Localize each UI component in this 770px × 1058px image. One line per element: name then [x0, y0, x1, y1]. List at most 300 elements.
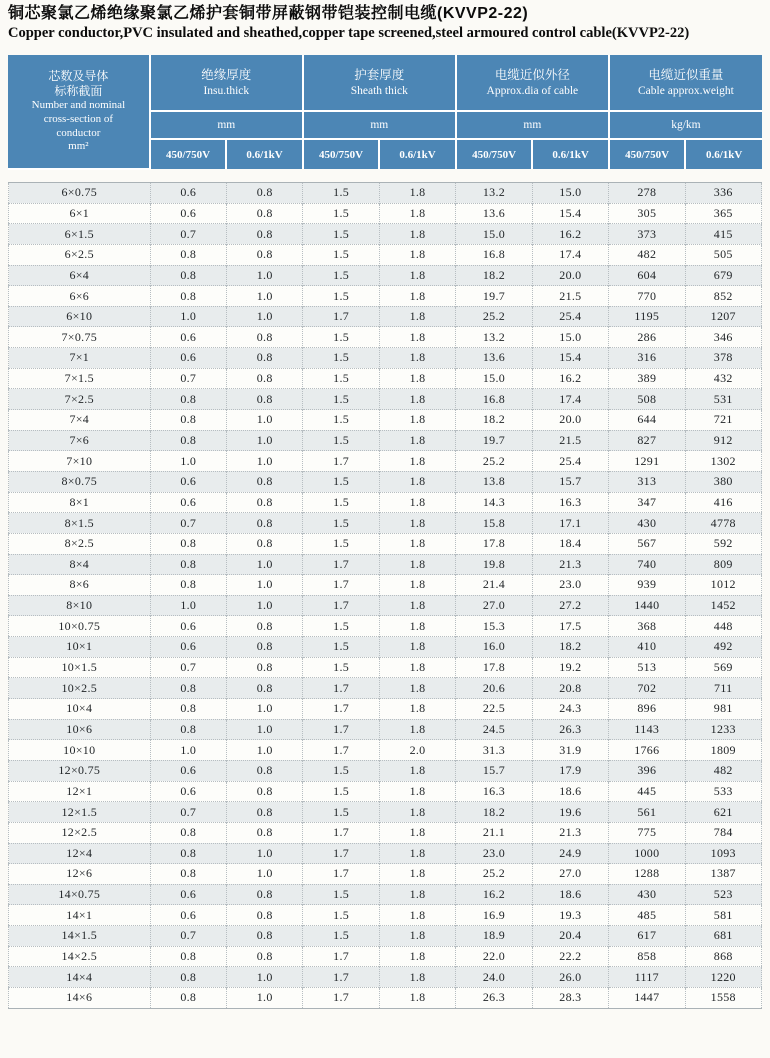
table-row	[9, 905, 762, 926]
value-cell: 604	[609, 265, 685, 286]
value-cell: 561	[609, 802, 685, 823]
header-group-insulation-en: Insu.thick	[203, 84, 250, 97]
value-cell: 1.8	[379, 637, 455, 658]
spec-cell: 8×0.75	[9, 471, 151, 492]
value-cell: 0.6	[150, 327, 226, 348]
value-cell: 415	[685, 224, 761, 245]
table-row	[9, 926, 762, 947]
value-cell: 0.8	[150, 967, 226, 988]
value-cell: 13.2	[456, 327, 532, 348]
value-cell: 1440	[609, 595, 685, 616]
spec-cell: 8×1	[9, 492, 151, 513]
table-row	[9, 987, 762, 1008]
table-row	[9, 265, 762, 286]
header-spec-column	[8, 55, 150, 169]
value-cell: 1.7	[303, 987, 379, 1008]
value-cell: 0.8	[150, 822, 226, 843]
value-cell: 1.8	[379, 533, 455, 554]
table-row	[9, 967, 762, 988]
table-row	[9, 348, 762, 369]
value-cell: 1558	[685, 987, 761, 1008]
value-cell: 20.0	[532, 410, 608, 431]
value-cell: 389	[609, 368, 685, 389]
value-cell: 0.8	[226, 657, 302, 678]
value-cell: 858	[609, 946, 685, 967]
spec-cell: 6×0.75	[9, 183, 151, 204]
value-cell: 17.8	[456, 533, 532, 554]
value-cell: 1.8	[379, 327, 455, 348]
value-cell: 1.5	[303, 616, 379, 637]
value-cell: 15.7	[532, 471, 608, 492]
value-cell: 0.7	[150, 224, 226, 245]
value-cell: 0.8	[226, 368, 302, 389]
spec-cell: 7×6	[9, 430, 151, 451]
table-row	[9, 781, 762, 802]
value-cell: 981	[685, 699, 761, 720]
table-row	[9, 430, 762, 451]
value-cell: 305	[609, 203, 685, 224]
value-cell: 1.8	[379, 864, 455, 885]
spec-cell: 6×4	[9, 265, 151, 286]
value-cell: 16.0	[456, 637, 532, 658]
header-group-sheath-en: Sheath thick	[350, 84, 408, 97]
value-cell: 1.0	[226, 864, 302, 885]
value-cell: 0.7	[150, 657, 226, 678]
value-cell: 21.5	[532, 430, 608, 451]
value-cell: 410	[609, 637, 685, 658]
spec-table	[8, 182, 762, 1009]
value-cell: 1.8	[379, 699, 455, 720]
value-cell: 896	[609, 699, 685, 720]
table-row	[9, 946, 762, 967]
header-group-diameter-en: Approx.dia of cable	[486, 84, 579, 97]
value-cell: 0.6	[150, 203, 226, 224]
value-cell: 784	[685, 822, 761, 843]
value-cell: 22.2	[532, 946, 608, 967]
value-cell: 1.8	[379, 306, 455, 327]
table-row	[9, 286, 762, 307]
spec-cell: 8×4	[9, 554, 151, 575]
value-cell: 0.8	[226, 224, 302, 245]
spec-cell: 7×10	[9, 451, 151, 472]
value-cell: 31.3	[456, 740, 532, 761]
table-row	[9, 389, 762, 410]
value-cell: 21.5	[532, 286, 608, 307]
value-cell: 1.8	[379, 946, 455, 967]
value-cell: 809	[685, 554, 761, 575]
value-cell: 15.0	[532, 327, 608, 348]
value-cell: 373	[609, 224, 685, 245]
value-cell: 18.2	[456, 410, 532, 431]
table-row	[9, 843, 762, 864]
table-row	[9, 554, 762, 575]
table-row	[9, 760, 762, 781]
value-cell: 0.8	[226, 327, 302, 348]
value-cell: 16.8	[456, 244, 532, 265]
value-cell: 1387	[685, 864, 761, 885]
value-cell: 592	[685, 533, 761, 554]
value-cell: 1.0	[226, 286, 302, 307]
value-cell: 19.7	[456, 430, 532, 451]
table-row	[9, 575, 762, 596]
header-spec-zh1: 芯数及导体	[48, 69, 109, 83]
value-cell: 15.0	[532, 183, 608, 204]
value-cell: 1.5	[303, 781, 379, 802]
value-cell: 1.8	[379, 389, 455, 410]
value-cell: 16.3	[532, 492, 608, 513]
value-cell: 368	[609, 616, 685, 637]
value-cell: 513	[609, 657, 685, 678]
value-cell: 21.3	[532, 554, 608, 575]
header-voltage-label: 0.6/1kV	[685, 139, 762, 169]
value-cell: 1.5	[303, 533, 379, 554]
table-row	[9, 533, 762, 554]
header-voltage-label: 450/750V	[303, 139, 380, 169]
value-cell: 1.8	[379, 471, 455, 492]
table-row	[9, 616, 762, 637]
value-cell: 19.8	[456, 554, 532, 575]
value-cell: 1766	[609, 740, 685, 761]
value-cell: 1.0	[226, 595, 302, 616]
value-cell: 20.6	[456, 678, 532, 699]
value-cell: 1.8	[379, 348, 455, 369]
value-cell: 1.5	[303, 410, 379, 431]
value-cell: 1.0	[150, 595, 226, 616]
header-voltage-label: 0.6/1kV	[532, 139, 609, 169]
header-unit-weight: kg/km	[609, 111, 762, 139]
value-cell: 1.8	[379, 286, 455, 307]
value-cell: 1.7	[303, 699, 379, 720]
value-cell: 1.8	[379, 203, 455, 224]
spec-cell: 6×1	[9, 203, 151, 224]
value-cell: 0.8	[150, 678, 226, 699]
value-cell: 868	[685, 946, 761, 967]
value-cell: 0.8	[150, 719, 226, 740]
spec-cell: 10×2.5	[9, 678, 151, 699]
value-cell: 0.8	[150, 987, 226, 1008]
value-cell: 1.7	[303, 822, 379, 843]
header-unit-diameter: mm	[456, 111, 609, 139]
value-cell: 0.8	[226, 678, 302, 699]
header-group-insulation	[150, 55, 303, 111]
spec-cell: 8×10	[9, 595, 151, 616]
value-cell: 1.8	[379, 451, 455, 472]
value-cell: 1000	[609, 843, 685, 864]
table-row	[9, 864, 762, 885]
value-cell: 0.8	[226, 616, 302, 637]
value-cell: 1.8	[379, 905, 455, 926]
value-cell: 396	[609, 760, 685, 781]
value-cell: 448	[685, 616, 761, 637]
value-cell: 644	[609, 410, 685, 431]
value-cell: 1.5	[303, 224, 379, 245]
value-cell: 1.7	[303, 306, 379, 327]
value-cell: 16.2	[532, 368, 608, 389]
value-cell: 18.9	[456, 926, 532, 947]
value-cell: 1233	[685, 719, 761, 740]
value-cell: 531	[685, 389, 761, 410]
value-cell: 912	[685, 430, 761, 451]
value-cell: 346	[685, 327, 761, 348]
value-cell: 18.2	[456, 802, 532, 823]
value-cell: 1.7	[303, 864, 379, 885]
header-group-diameter-zh: 电缆近似外径	[494, 67, 570, 82]
value-cell: 1.0	[150, 740, 226, 761]
value-cell: 0.8	[226, 946, 302, 967]
table-row	[9, 719, 762, 740]
value-cell: 0.8	[226, 637, 302, 658]
value-cell: 0.8	[226, 822, 302, 843]
header-group-weight-en: Cable approx.weight	[638, 84, 734, 97]
spec-cell: 7×1.5	[9, 368, 151, 389]
value-cell: 0.7	[150, 802, 226, 823]
value-cell: 4778	[685, 513, 761, 534]
value-cell: 1.8	[379, 843, 455, 864]
value-cell: 533	[685, 781, 761, 802]
spec-cell: 14×1.5	[9, 926, 151, 947]
value-cell: 22.0	[456, 946, 532, 967]
value-cell: 14.3	[456, 492, 532, 513]
spec-cell: 6×2.5	[9, 244, 151, 265]
spec-cell: 7×2.5	[9, 389, 151, 410]
value-cell: 0.6	[150, 183, 226, 204]
value-cell: 0.6	[150, 348, 226, 369]
table-row	[9, 492, 762, 513]
value-cell: 17.4	[532, 244, 608, 265]
value-cell: 430	[609, 513, 685, 534]
value-cell: 1.7	[303, 740, 379, 761]
value-cell: 1.8	[379, 822, 455, 843]
value-cell: 286	[609, 327, 685, 348]
value-cell: 18.6	[532, 781, 608, 802]
header-voltage-label: 450/750V	[456, 139, 533, 169]
table-row	[9, 244, 762, 265]
value-cell: 1.7	[303, 946, 379, 967]
value-cell: 20.8	[532, 678, 608, 699]
value-cell: 1.0	[226, 719, 302, 740]
value-cell: 23.0	[456, 843, 532, 864]
value-cell: 1291	[609, 451, 685, 472]
value-cell: 0.8	[226, 244, 302, 265]
value-cell: 0.8	[226, 926, 302, 947]
value-cell: 0.8	[150, 864, 226, 885]
value-cell: 523	[685, 884, 761, 905]
value-cell: 25.4	[532, 451, 608, 472]
spec-cell: 12×6	[9, 864, 151, 885]
header-voltage-label: 0.6/1kV	[379, 139, 456, 169]
table-row	[9, 410, 762, 431]
value-cell: 27.0	[532, 864, 608, 885]
value-cell: 1.0	[226, 265, 302, 286]
value-cell: 13.8	[456, 471, 532, 492]
value-cell: 15.4	[532, 203, 608, 224]
value-cell: 0.8	[150, 410, 226, 431]
header-unit-insulation: mm	[150, 111, 303, 139]
value-cell: 567	[609, 533, 685, 554]
spec-cell: 7×4	[9, 410, 151, 431]
value-cell: 1.7	[303, 719, 379, 740]
value-cell: 621	[685, 802, 761, 823]
value-cell: 1.8	[379, 430, 455, 451]
value-cell: 1302	[685, 451, 761, 472]
value-cell: 0.8	[150, 575, 226, 596]
spec-cell: 12×4	[9, 843, 151, 864]
table-row	[9, 203, 762, 224]
value-cell: 20.4	[532, 926, 608, 947]
value-cell: 939	[609, 575, 685, 596]
table-row	[9, 595, 762, 616]
value-cell: 1.0	[226, 575, 302, 596]
value-cell: 1.8	[379, 802, 455, 823]
value-cell: 25.2	[456, 451, 532, 472]
value-cell: 13.2	[456, 183, 532, 204]
value-cell: 1288	[609, 864, 685, 885]
value-cell: 1093	[685, 843, 761, 864]
value-cell: 1.8	[379, 884, 455, 905]
spec-cell: 10×10	[9, 740, 151, 761]
value-cell: 0.8	[150, 286, 226, 307]
header-group-sheath	[303, 55, 456, 111]
value-cell: 1.0	[226, 699, 302, 720]
value-cell: 1.7	[303, 595, 379, 616]
value-cell: 1.8	[379, 781, 455, 802]
value-cell: 21.3	[532, 822, 608, 843]
value-cell: 827	[609, 430, 685, 451]
value-cell: 581	[685, 905, 761, 926]
value-cell: 0.8	[226, 884, 302, 905]
value-cell: 0.8	[150, 699, 226, 720]
value-cell: 0.7	[150, 513, 226, 534]
value-cell: 681	[685, 926, 761, 947]
value-cell: 16.8	[456, 389, 532, 410]
value-cell: 1.5	[303, 430, 379, 451]
value-cell: 1.7	[303, 678, 379, 699]
table-row	[9, 306, 762, 327]
value-cell: 1.8	[379, 183, 455, 204]
value-cell: 1.0	[226, 410, 302, 431]
value-cell: 27.0	[456, 595, 532, 616]
value-cell: 27.2	[532, 595, 608, 616]
value-cell: 0.6	[150, 905, 226, 926]
value-cell: 0.8	[150, 244, 226, 265]
value-cell: 0.8	[226, 348, 302, 369]
value-cell: 15.7	[456, 760, 532, 781]
value-cell: 0.7	[150, 368, 226, 389]
value-cell: 1.5	[303, 905, 379, 926]
value-cell: 1117	[609, 967, 685, 988]
spec-cell: 6×6	[9, 286, 151, 307]
value-cell: 20.0	[532, 265, 608, 286]
table-row	[9, 657, 762, 678]
table-row	[9, 513, 762, 534]
spec-cell: 14×2.5	[9, 946, 151, 967]
value-cell: 0.8	[226, 471, 302, 492]
header-group-diameter	[456, 55, 609, 111]
value-cell: 19.2	[532, 657, 608, 678]
value-cell: 1.0	[150, 451, 226, 472]
spec-cell: 7×1	[9, 348, 151, 369]
value-cell: 2.0	[379, 740, 455, 761]
table-row	[9, 699, 762, 720]
value-cell: 1.5	[303, 203, 379, 224]
value-cell: 313	[609, 471, 685, 492]
value-cell: 19.6	[532, 802, 608, 823]
spec-cell: 8×1.5	[9, 513, 151, 534]
table-row	[9, 451, 762, 472]
value-cell: 1.8	[379, 657, 455, 678]
table-row	[9, 802, 762, 823]
value-cell: 1.8	[379, 265, 455, 286]
value-cell: 0.6	[150, 492, 226, 513]
value-cell: 316	[609, 348, 685, 369]
spec-cell: 12×2.5	[9, 822, 151, 843]
value-cell: 21.1	[456, 822, 532, 843]
value-cell: 1.7	[303, 967, 379, 988]
value-cell: 18.6	[532, 884, 608, 905]
value-cell: 26.0	[532, 967, 608, 988]
value-cell: 1.5	[303, 657, 379, 678]
value-cell: 0.8	[226, 802, 302, 823]
value-cell: 24.9	[532, 843, 608, 864]
value-cell: 508	[609, 389, 685, 410]
value-cell: 16.2	[456, 884, 532, 905]
value-cell: 1.7	[303, 843, 379, 864]
value-cell: 1.8	[379, 760, 455, 781]
value-cell: 0.8	[226, 389, 302, 410]
value-cell: 15.4	[532, 348, 608, 369]
table-row	[9, 637, 762, 658]
table-row	[9, 327, 762, 348]
value-cell: 0.8	[226, 203, 302, 224]
header-voltage-label: 450/750V	[609, 139, 686, 169]
table-row	[9, 224, 762, 245]
value-cell: 1.8	[379, 492, 455, 513]
header-unit-sheath: mm	[303, 111, 456, 139]
value-cell: 711	[685, 678, 761, 699]
value-cell: 1.0	[226, 430, 302, 451]
value-cell: 775	[609, 822, 685, 843]
value-cell: 1.0	[226, 740, 302, 761]
spec-cell: 6×10	[9, 306, 151, 327]
value-cell: 1.8	[379, 595, 455, 616]
value-cell: 19.7	[456, 286, 532, 307]
value-cell: 16.2	[532, 224, 608, 245]
value-cell: 347	[609, 492, 685, 513]
table-row	[9, 678, 762, 699]
value-cell: 1.5	[303, 327, 379, 348]
header-group-insulation-zh: 绝缘厚度	[201, 67, 252, 82]
value-cell: 1.5	[303, 389, 379, 410]
header-spec-en3: conductor	[56, 126, 101, 139]
value-cell: 365	[685, 203, 761, 224]
value-cell: 1.7	[303, 451, 379, 472]
spec-cell: 14×0.75	[9, 884, 151, 905]
table-row	[9, 740, 762, 761]
value-cell: 482	[609, 244, 685, 265]
value-cell: 1.5	[303, 286, 379, 307]
value-cell: 1195	[609, 306, 685, 327]
value-cell: 0.6	[150, 760, 226, 781]
value-cell: 1.8	[379, 244, 455, 265]
value-cell: 1.8	[379, 987, 455, 1008]
value-cell: 278	[609, 183, 685, 204]
spec-cell: 6×1.5	[9, 224, 151, 245]
spec-cell: 12×0.75	[9, 760, 151, 781]
value-cell: 0.6	[150, 471, 226, 492]
value-cell: 13.6	[456, 203, 532, 224]
value-cell: 378	[685, 348, 761, 369]
value-cell: 770	[609, 286, 685, 307]
